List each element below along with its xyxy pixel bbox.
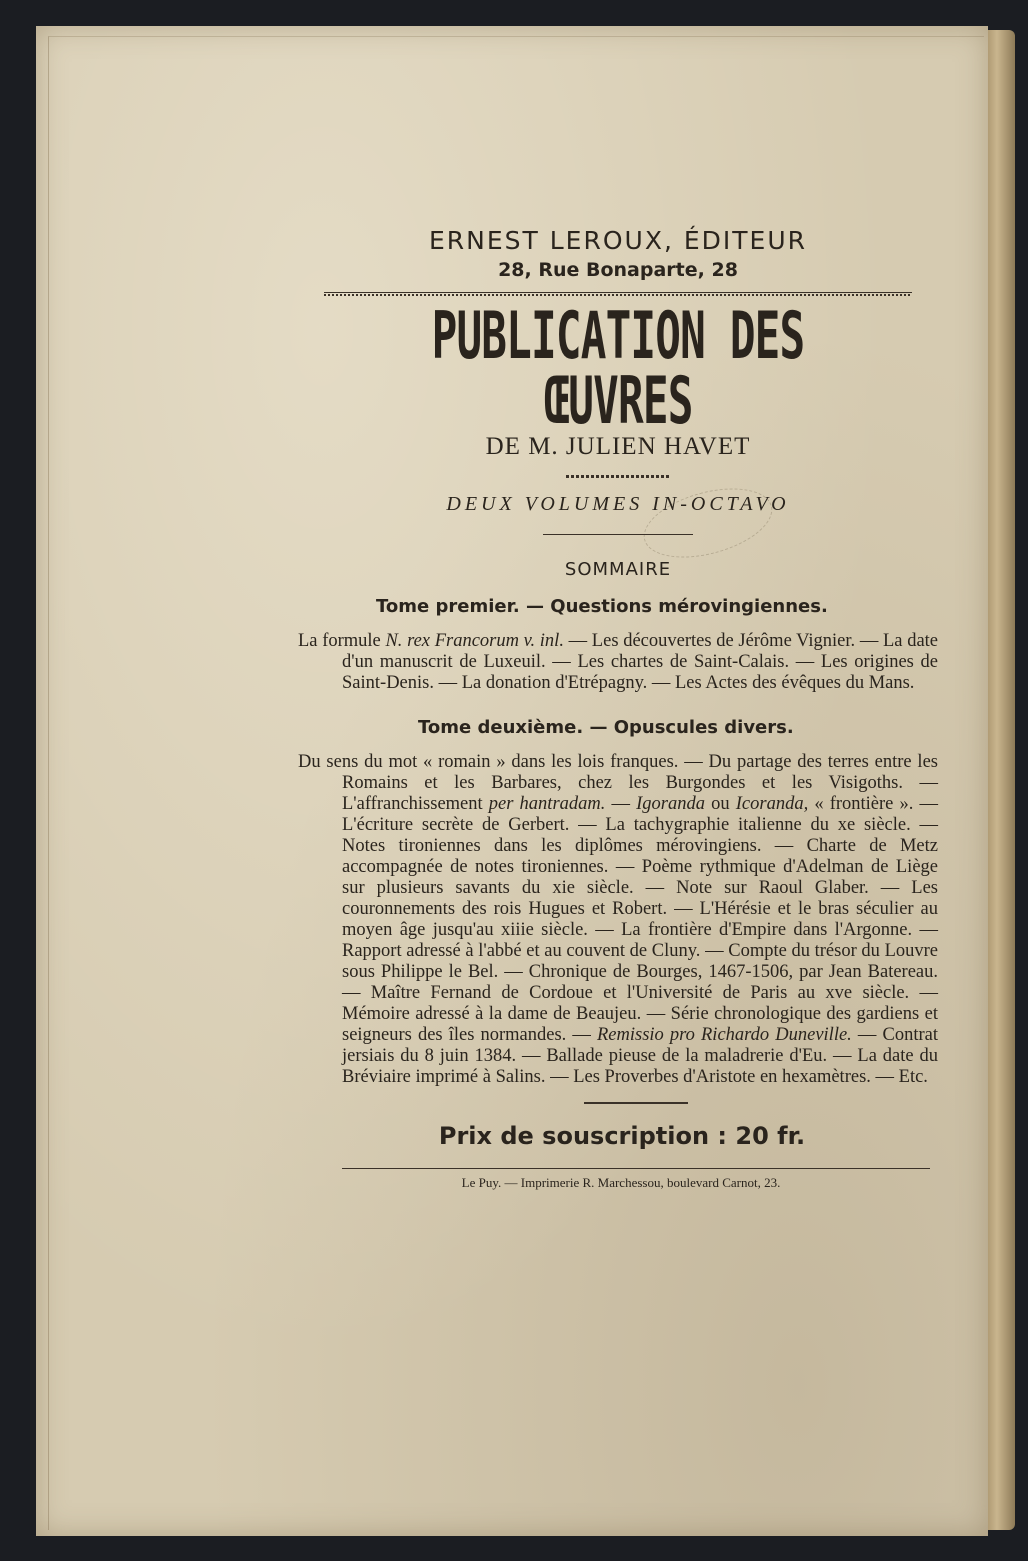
tome1-text-part: — Les découvertes de Jérôme Vignier. — La date d'un manuscrit de Luxeuil. — Les chartes de Saint-Calais. — Les origines de Saint-Denis. — La donation d'Etrépagny. — Les Actes des évêques du Mans. (342, 631, 938, 693)
tome2-text-part: « frontière ». — L'écriture secrète de Gerbert. — La tachygraphie italienne du xe siècle. — Notes tironiennes dans les diplômes mérovingiens. — Charte de Metz accompagnée de notes tironiennes. — Poème rythmique d'Adelman de Liège sur plusieurs savants du xie siècle. — Note sur Raoul Glaber. — Les couronnements des rois Hugues et Robert. — L'Hérésie et le bras séculier au moyen âge jusqu'au xiiie siècle. — La frontière d'Empire dans l'Argonne. — Rapport adressé à l'abbé et au couvent de Cluny. — Compte du trésor du Louvre sous Philippe le Bel. — Chronique de Bourges, 1467-1506, par Jean Batereau. — Maître Fernand de Cordoue et l'Université de Paris au xve siècle. — Mémoire adressé à la dame de Beaujeu. — Série chronologique des gardiens et seigneurs des îles normandes. — (342, 794, 939, 1045)
author-line: DE M. JULIEN HAVET (485, 433, 751, 460)
main-title: PUBLICATION DES ŒUVRES (431, 299, 805, 439)
tome2-heading: Tome deuxième. — Opuscules divers. (418, 717, 794, 738)
announcement (298, 226, 938, 1191)
page (36, 26, 988, 1536)
wavy-rule (324, 292, 912, 297)
tome2-text-part: — Contrat jersiais du 8 juin 1384. — Ballade pieuse de la maladrerie d'Eu. — La date du Bréviaire imprimé à Salins. — Les Proverbes d'Aristote en hexamètres. — Etc. (342, 1025, 938, 1087)
sommaire-heading: SOMMAIRE (564, 559, 672, 580)
short-rule (543, 534, 693, 535)
printer-imprint: Le Puy. — Imprimerie R. Marchessou, boulevard Carnot, 23. (461, 1175, 781, 1190)
tome2-text-part: Igoranda (636, 794, 706, 814)
tome2-contents (298, 752, 938, 1088)
publisher-address: 28, Rue Bonaparte, 28 (498, 259, 738, 281)
short-wavy-rule (566, 475, 670, 478)
tome2-text-part: per hantradam. (488, 794, 606, 814)
tome1-contents (298, 631, 938, 694)
tome2-text-part: Remissio pro Richardo Duneville. (597, 1025, 852, 1045)
publisher-name: ERNEST LEROUX, ÉDITEUR (429, 226, 807, 255)
footer-rule (342, 1168, 930, 1169)
volumes-line: DEUX VOLUMES IN-OCTAVO (446, 493, 790, 515)
subscription-price: Prix de souscription : 20 fr. (438, 1122, 806, 1150)
tome2-text-part: Icoranda, (735, 794, 809, 814)
divider-rule (584, 1102, 688, 1104)
tome1-text-part: La formule (298, 631, 386, 651)
tome2-text-part: — (605, 794, 637, 814)
book-page-edge (985, 30, 1015, 1530)
tome2-text-part: Du sens du mot « romain » dans les lois franques. — Du partage des terres entre les Romains et les Barbares, chez les Burgondes et les Visigoths. — L'affranchissement (298, 752, 938, 814)
tome1-text-part: N. rex Francorum v. inl. (385, 631, 564, 651)
tome1-heading: Tome premier. — Questions mérovingiennes. (376, 596, 828, 617)
tome2-text-part: ou (705, 794, 736, 814)
